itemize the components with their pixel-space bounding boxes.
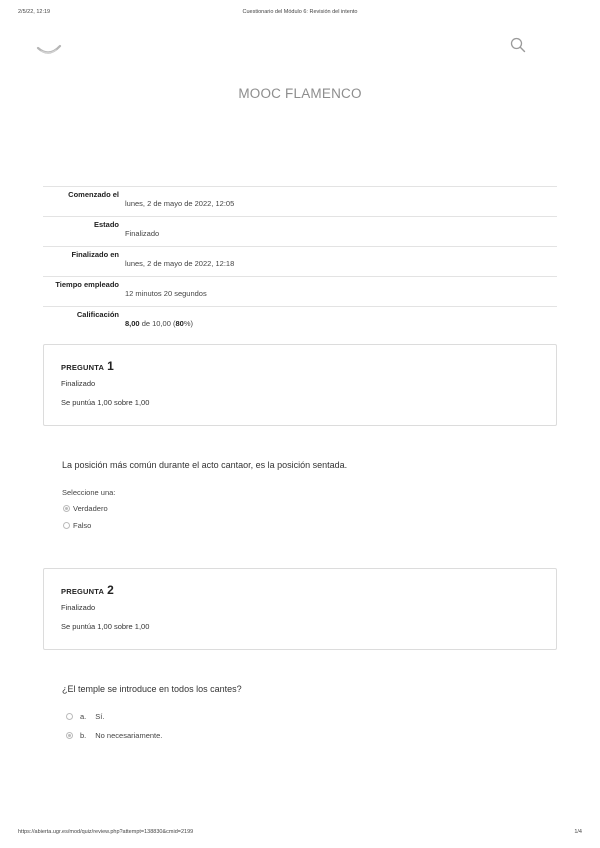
radio-checked-icon[interactable]	[66, 732, 73, 739]
summary-value	[119, 307, 193, 338]
radio-unchecked-icon[interactable]	[66, 713, 73, 720]
question-1-prompt: Seleccione una:	[62, 488, 116, 497]
page-number: 1/4	[574, 829, 582, 835]
print-footer	[18, 829, 582, 839]
question-2-info	[43, 568, 557, 650]
search-icon[interactable]	[510, 37, 526, 53]
logo-icon[interactable]	[36, 40, 62, 56]
summary-row-grade	[43, 306, 557, 338]
question-label: PREGUNTA	[61, 363, 105, 372]
radio-checked-icon[interactable]	[63, 505, 70, 512]
question-grade: Se puntúa 1,00 sobre 1,00	[61, 622, 150, 631]
option-letter: a.	[80, 712, 87, 721]
summary-row-started	[43, 186, 557, 216]
question-2-option-b[interactable]	[66, 731, 162, 740]
summary-label: Calificación	[76, 310, 119, 319]
question-state: Finalizado	[61, 379, 96, 388]
option-label: Sí.	[95, 712, 105, 721]
summary-value: 12 minutos 20 segundos	[125, 289, 207, 298]
option-label: Verdadero	[73, 504, 108, 513]
summary-label: Estado	[93, 220, 119, 229]
summary-value: Finalizado	[125, 229, 160, 238]
summary-value: lunes, 2 de mayo de 2022, 12:18	[125, 259, 235, 268]
question-2-text: ¿El temple se introduce en todos los cantes?	[62, 684, 242, 694]
summary-label: Comenzado el	[68, 190, 119, 199]
question-1-option-true[interactable]	[63, 504, 108, 513]
summary-value: lunes, 2 de mayo de 2022, 12:05	[125, 199, 235, 208]
grade-percent: 80	[175, 319, 184, 328]
question-label: PREGUNTA	[61, 587, 105, 596]
radio-unchecked-icon[interactable]	[63, 522, 70, 529]
grade-end: %)	[183, 319, 193, 328]
question-heading	[61, 359, 556, 373]
option-label: Falso	[73, 521, 92, 530]
question-number: 2	[107, 583, 115, 597]
print-date: 2/5/22, 12:19	[18, 9, 51, 15]
print-header	[18, 9, 582, 19]
question-1-info	[43, 344, 557, 426]
question-grade: Se puntúa 1,00 sobre 1,00	[61, 398, 150, 407]
attempt-summary-table	[43, 186, 557, 338]
print-document-title: Cuestionario del Módulo 6: Revisión del intento	[242, 9, 358, 15]
option-label: No necesariamente.	[95, 731, 163, 740]
grade-score: 8,00	[125, 319, 140, 328]
summary-label: Tiempo empleado	[55, 280, 119, 289]
summary-label: Finalizado en	[71, 250, 119, 259]
question-state: Finalizado	[61, 603, 96, 612]
site-title[interactable]: MOOC FLAMENCO	[238, 86, 362, 101]
question-heading	[61, 583, 556, 597]
summary-row-time-taken	[43, 276, 557, 306]
option-letter: b.	[80, 731, 87, 740]
summary-row-finished	[43, 246, 557, 276]
summary-row-state	[43, 216, 557, 246]
grade-mid: de 10,00 (	[139, 319, 176, 328]
question-2-option-a[interactable]	[66, 712, 104, 721]
print-url: https://abierta.ugr.es/mod/quiz/review.php?attempt=138830&cmid=2199	[18, 829, 194, 835]
question-1-option-false[interactable]	[63, 521, 91, 530]
question-number: 1	[107, 359, 115, 373]
question-1-text: La posición más común durante el acto cantaor, es la posición sentada.	[62, 460, 348, 470]
